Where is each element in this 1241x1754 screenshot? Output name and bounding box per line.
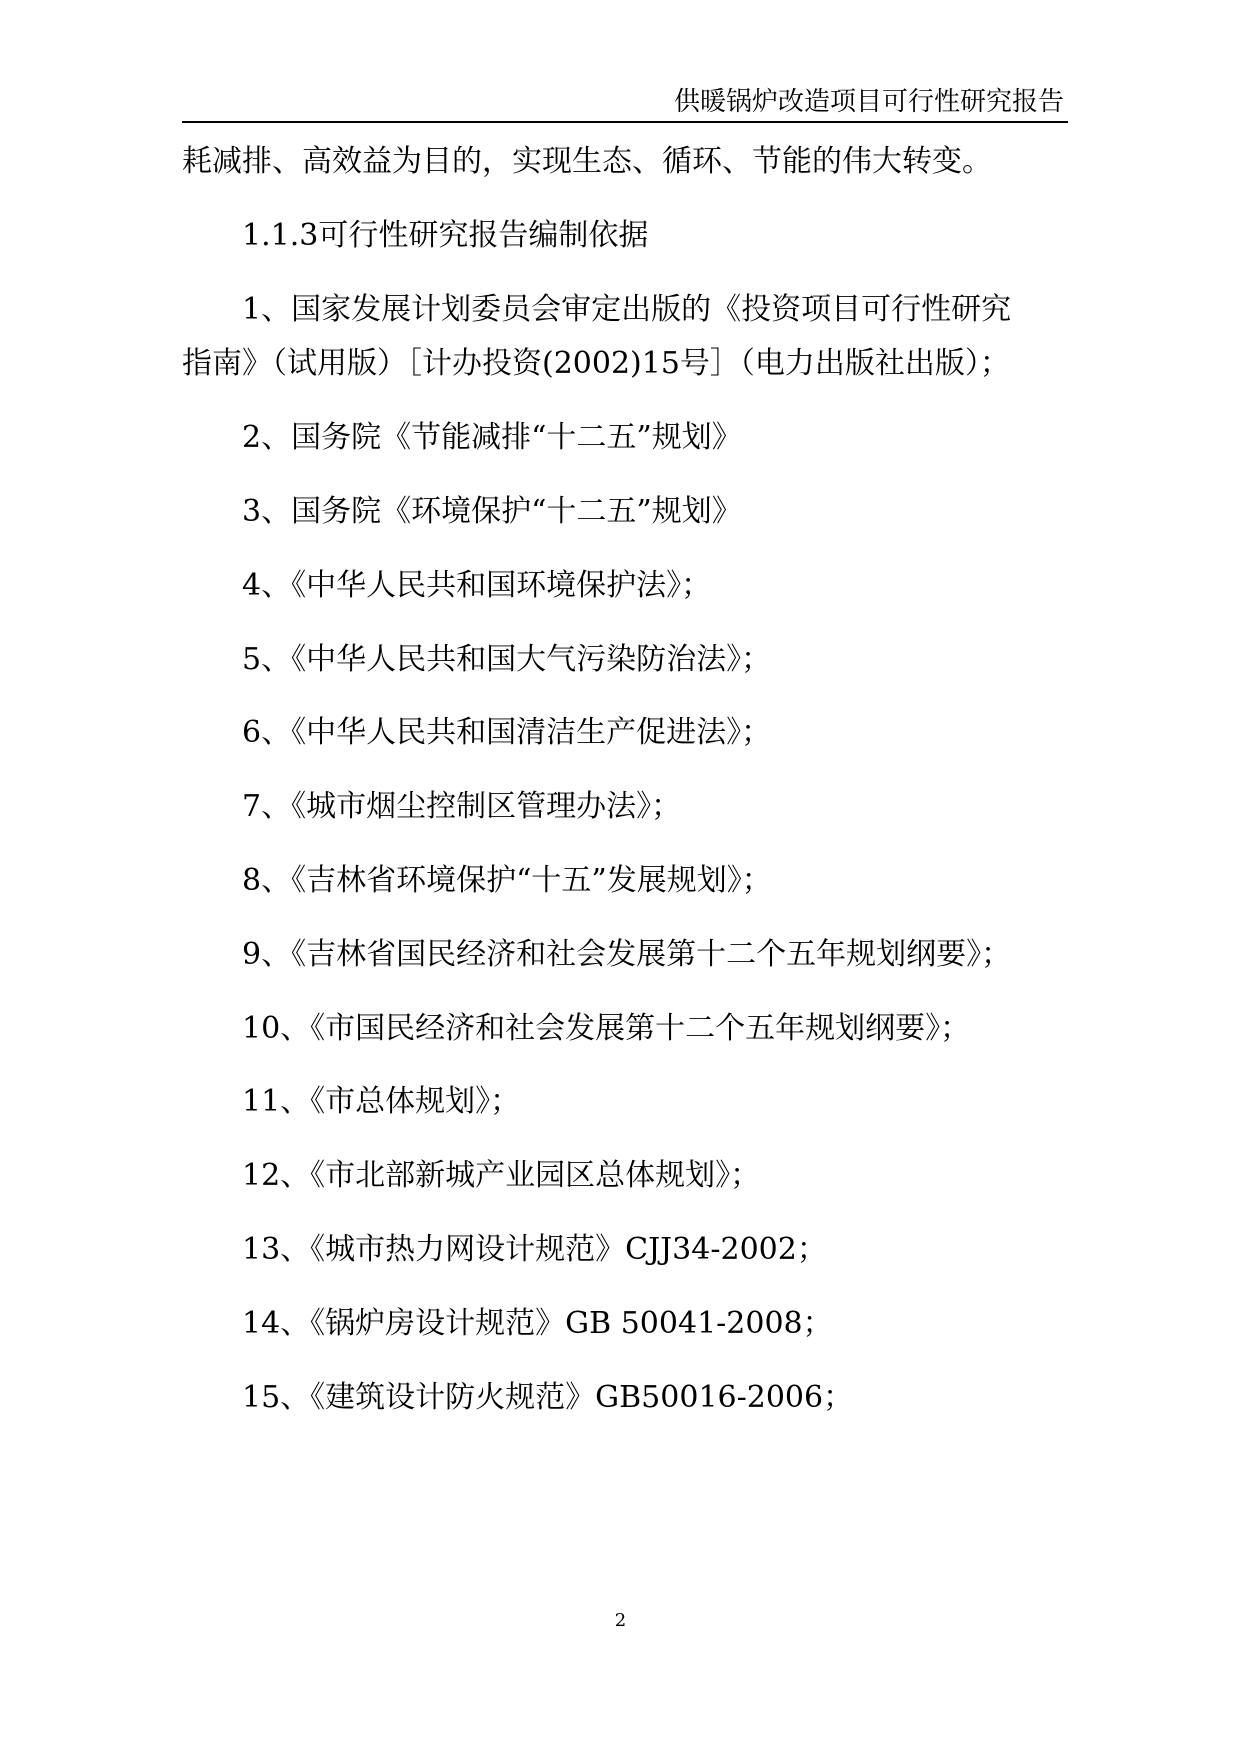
page-header <box>182 82 1068 122</box>
list-item-1-line-1: 1、国家发展计划委员会审定出版的《投资项目可行性研究 <box>242 292 1012 327</box>
header-divider <box>182 121 1068 123</box>
list-item: 5、《中华人民共和国大气污染防治法》； <box>242 642 772 677</box>
list-item: 7、《城市烟尘控制区管理办法》； <box>242 789 682 824</box>
list-item: 4、《中华人民共和国环境保护法》； <box>242 568 712 603</box>
page-number: 2 <box>614 1610 627 1631</box>
list-item: 10、《市国民经济和社会发展第十二个五年规划纲要》； <box>242 1011 971 1046</box>
list-item: 8、《吉林省环境保护“十五”发展规划》； <box>242 863 772 898</box>
header-title: 供暖锅炉改造项目可行性研究报告 <box>673 87 1064 117</box>
list-item: 14、《锅炉房设计规范》GB 50041-2008； <box>242 1306 833 1341</box>
list-item: 9、《吉林省国民经济和社会发展第十二个五年规划纲要》； <box>242 937 1012 972</box>
list-item: 11、《市总体规划》； <box>242 1084 521 1119</box>
list-item: 6、《中华人民共和国清洁生产促进法》； <box>242 715 772 750</box>
list-item: 2、国务院《节能减排“十二五”规划》 <box>242 420 742 455</box>
list-item: 3、国务院《环境保护“十二五”规划》 <box>242 494 742 529</box>
continuation-paragraph: 耗减排、高效益为目的，实现生态、循环、节能的伟大转变。 <box>182 144 992 179</box>
section-heading: 1.1.3可行性研究报告编制依据 <box>242 218 649 253</box>
list-item: 15、《建筑设计防火规范》GB50016-2006； <box>242 1380 854 1415</box>
list-item: 13、《城市热力网设计规范》CJJ34-2002； <box>242 1232 827 1267</box>
list-item-1-line-2: 指南》（试用版）［计办投资(2002)15号］（电力出版社出版）； <box>182 346 1010 381</box>
list-item: 12、《市北部新城产业园区总体规划》； <box>242 1158 761 1193</box>
